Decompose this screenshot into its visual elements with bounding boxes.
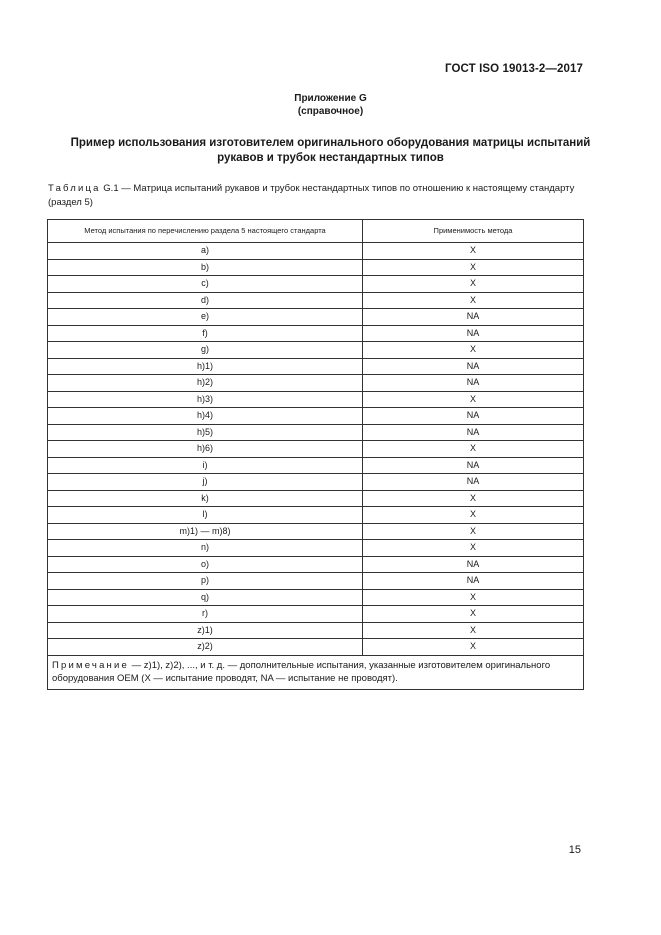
method-cell: h)1) — [48, 358, 363, 375]
applicability-cell: NA — [363, 457, 584, 474]
applicability-cell: X — [363, 507, 584, 524]
table-caption — [48, 182, 588, 210]
method-cell: k) — [48, 490, 363, 507]
table-row — [48, 507, 584, 524]
applicability-cell: NA — [363, 325, 584, 342]
table-note-row — [48, 655, 584, 689]
applicability-cell: X — [363, 342, 584, 359]
main-title: Пример использования изготовителем оригинального оборудования матрицы испытаний рукавов и трубок нестандартных типов — [70, 137, 591, 164]
table-note-prefix: Примечание — [52, 659, 129, 671]
method-cell: h)5) — [48, 424, 363, 441]
table-row — [48, 391, 584, 408]
column-header-applicability: Применимость метода — [363, 220, 584, 243]
method-cell: r) — [48, 606, 363, 623]
table-row — [48, 408, 584, 425]
table-row — [48, 259, 584, 276]
method-cell: m)1) — m)8) — [48, 523, 363, 540]
table-body — [48, 243, 584, 656]
applicability-cell: X — [363, 606, 584, 623]
applicability-cell: NA — [363, 424, 584, 441]
method-cell: n) — [48, 540, 363, 557]
table-row — [48, 441, 584, 458]
method-cell: e) — [48, 309, 363, 326]
applicability-cell: X — [363, 391, 584, 408]
table-row — [48, 556, 584, 573]
method-cell: d) — [48, 292, 363, 309]
method-cell: h)6) — [48, 441, 363, 458]
applicability-cell: NA — [363, 309, 584, 326]
applicability-cell: NA — [363, 358, 584, 375]
applicability-cell: X — [363, 441, 584, 458]
applicability-cell: X — [363, 490, 584, 507]
table-row — [48, 276, 584, 293]
annex-subtitle: (справочное) — [297, 106, 364, 117]
table-header-row — [48, 220, 584, 243]
applicability-cell: X — [363, 292, 584, 309]
table-row — [48, 342, 584, 359]
method-cell: l) — [48, 507, 363, 524]
table-row — [48, 490, 584, 507]
method-cell: b) — [48, 259, 363, 276]
table-row — [48, 523, 584, 540]
table-row — [48, 375, 584, 392]
table-row — [48, 622, 584, 639]
table-row — [48, 292, 584, 309]
applicability-cell: NA — [363, 375, 584, 392]
table-row — [48, 540, 584, 557]
method-cell: z)1) — [48, 622, 363, 639]
method-cell: j) — [48, 474, 363, 491]
applicability-cell: X — [363, 622, 584, 639]
method-cell: h)3) — [48, 391, 363, 408]
table-row — [48, 358, 584, 375]
document-code: ГОСТ ISO 19013-2—2017 — [445, 63, 583, 75]
table-caption-text: G.1 — Матрица испытаний рукавов и трубок нестандартных типов по отношению к настоящему стандарту (раздел 5) — [48, 183, 575, 208]
table-row — [48, 639, 584, 656]
table-row — [48, 424, 584, 441]
method-cell: i) — [48, 457, 363, 474]
method-cell: h)2) — [48, 375, 363, 392]
table-row — [48, 474, 584, 491]
table-caption-prefix: Таблица — [48, 183, 101, 194]
method-cell: h)4) — [48, 408, 363, 425]
applicability-cell: NA — [363, 474, 584, 491]
applicability-cell: X — [363, 639, 584, 656]
method-cell: p) — [48, 573, 363, 590]
applicability-cell: X — [363, 243, 584, 260]
applicability-cell: X — [363, 540, 584, 557]
applicability-cell: X — [363, 589, 584, 606]
table-row — [48, 243, 584, 260]
method-cell: o) — [48, 556, 363, 573]
applicability-cell: NA — [363, 573, 584, 590]
annex-title: Приложение G — [294, 93, 367, 104]
applicability-cell: X — [363, 523, 584, 540]
test-matrix-table — [47, 219, 584, 690]
table-note — [48, 655, 584, 689]
applicability-cell: NA — [363, 408, 584, 425]
table-row — [48, 457, 584, 474]
column-header-method: Метод испытания по перечислению раздела 5 настоящего стандарта — [48, 220, 363, 243]
table-row — [48, 589, 584, 606]
applicability-cell: X — [363, 276, 584, 293]
method-cell: z)2) — [48, 639, 363, 656]
table-row — [48, 309, 584, 326]
table-row — [48, 573, 584, 590]
method-cell: g) — [48, 342, 363, 359]
method-cell: f) — [48, 325, 363, 342]
applicability-cell: NA — [363, 556, 584, 573]
table-note-text: — z)1), z)2), ..., и т. д. — дополнительные испытания, указанные изготовителем оригинального оборудования OEM (X — испытание проводят, NA — испытание не проводят). — [52, 659, 551, 684]
table-row — [48, 325, 584, 342]
method-cell: c) — [48, 276, 363, 293]
applicability-cell: X — [363, 259, 584, 276]
annex-heading — [0, 92, 661, 118]
method-cell: q) — [48, 589, 363, 606]
method-cell: a) — [48, 243, 363, 260]
table-row — [48, 606, 584, 623]
page-number: 15 — [568, 844, 581, 856]
